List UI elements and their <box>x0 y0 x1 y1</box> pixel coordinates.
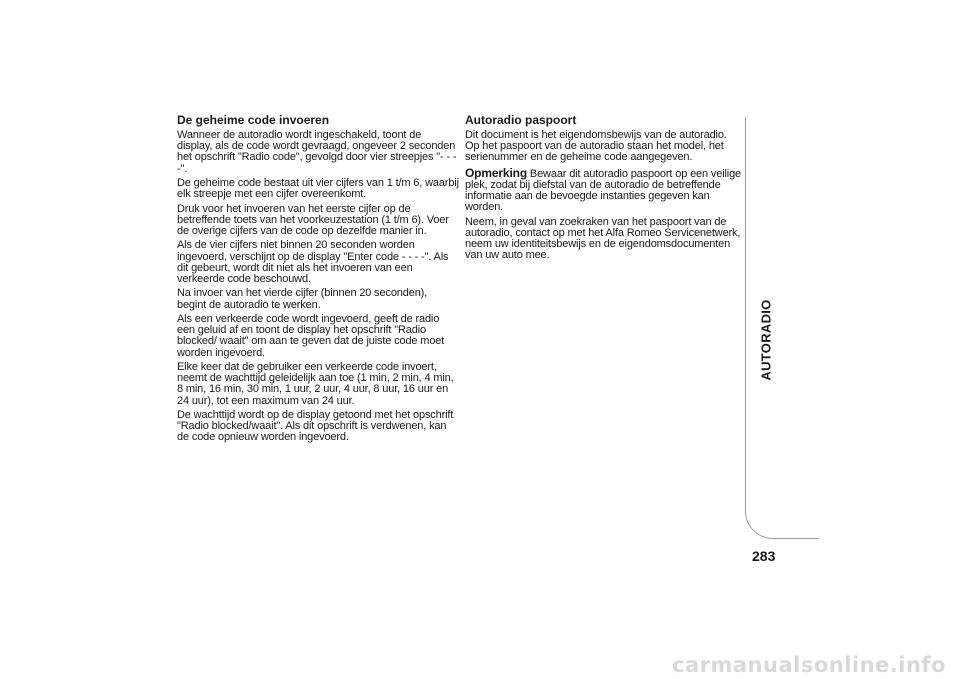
paragraph: Als een verkeerde code wordt ingevoerd, geeft de radio een geluid af en toont de display het opschrift "Radio blocked/ waait" om aan te geven dat de juiste code moet worden ingevoerd. <box>177 312 445 359</box>
paragraph: Na invoer van het vierde cijfer (binnen 20 seconden), begint de autoradio te werken. <box>177 287 428 311</box>
right-column <box>465 113 743 265</box>
paragraph: Als de vier cijfers niet binnen 20 seconden worden ingevoerd, verschijnt op de display "Enter code - - - -". Als dit gebeurt, wordt dit niet als het invoeren van een verkeerde code beschouwd. <box>177 239 449 285</box>
left-column <box>177 113 459 447</box>
section-label-text: AUTORADIO <box>758 299 774 381</box>
paragraph: De wachttijd wordt op de display getoond met het opschrift "Radio blocked/waait". Als dit opschrift is verdwenen, kan de code opnieuw worden ingevoerd. <box>177 408 454 444</box>
paragraph: Druk voor het invoeren van het eerste cijfer op de betreffende toets van het voorkeuzestation (1 t/m 6). Voer de overige cijfers van de code op dezelfde manier in. <box>177 202 449 237</box>
note-paragraph <box>465 165 743 214</box>
section-label <box>753 300 779 380</box>
paragraph: Neem, in geval van zoekraken van het paspoort van de autoradio, contact op met het Alfa Romeo Servicenetwerk, neem uw identiteitsbewijs en de eigendomsdocumenten van uw auto mee. <box>465 215 741 262</box>
paragraph: Dit document is het eigendomsbewijs van de autoradio. Op het paspoort van de autoradio staan het model, het serienummer en de geheime code aangegeven. <box>465 129 727 164</box>
paragraph: Wanneer de autoradio wordt ingeschakeld, toont de display, als de code wordt gevraagd, ongeveer 2 seconden het opschrift "Radio code", gevolgd door vier streepjes "- - - -". <box>177 129 457 175</box>
section-heading-radio-passport: Autoradio paspoort <box>465 113 577 127</box>
note-text: Bewaar dit autoradio paspoort op een veilige plek, zodat bij diefstal van de autoradio de betreffende informatie aan de bevoegde instanties gegeven kan worden. <box>465 167 742 214</box>
watermark: carmanualsonline.info <box>672 653 946 677</box>
note-label: Opmerking <box>465 165 527 180</box>
section-heading-secret-code: De geheime code invoeren <box>177 113 330 127</box>
paragraph: De geheime code bestaat uit vier cijfers van 1 t/m 6, waarbij elk streepje met een cijfer overeenkomt. <box>177 177 459 201</box>
paragraph: Elke keer dat de gebruiker een verkeerde code invoert, neemt de wachttijd geleidelijk aan toe (1 min, 2 min, 4 min, 8 min, 16 min, 30 min, 1 uur, 2 uur, 4 uur, 8 uur, 16 uur en 24 uur), tot een maximum van 24 uur. <box>177 360 454 407</box>
page-number: 283 <box>752 548 776 564</box>
